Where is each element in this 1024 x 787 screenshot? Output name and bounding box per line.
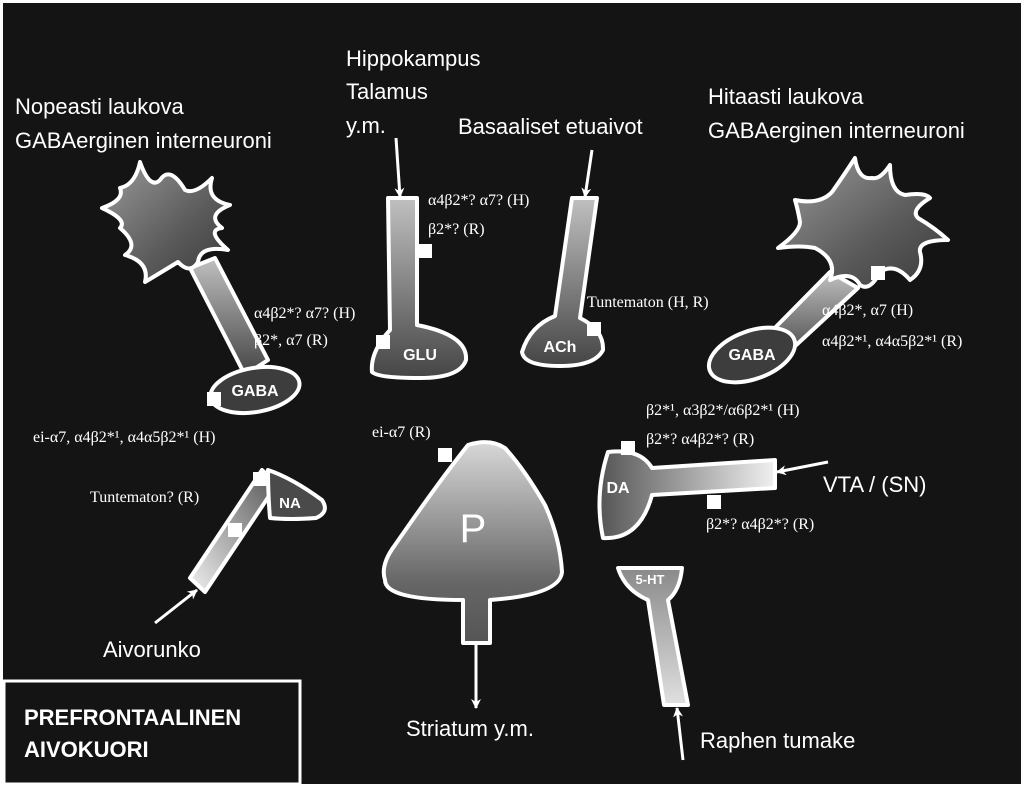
vta-label: VTA / (SN) — [823, 472, 927, 497]
glu-terminal-receptors-line2: β2*? (R) — [428, 221, 485, 238]
brainstem-label: Aivorunko — [103, 637, 201, 662]
slow-gaba-receptors-line2: α4β2*¹, α4α5β2*¹ (R) — [822, 333, 963, 350]
gaba-slow-label: GABA — [728, 347, 776, 364]
receptor-pyramidal — [438, 448, 452, 462]
na-receptors: Tuntematon? (R) — [90, 489, 200, 506]
fast-gaba-title-line1: Nopeasti laukova — [15, 94, 184, 119]
da-top-receptors-line2: β2*? α4β2*? (R) — [646, 431, 755, 448]
receptor-fast-gaba — [207, 392, 221, 406]
gaba-fast-label: GABA — [231, 383, 279, 400]
da-bottom-receptors: β2*? α4β2*? (R) — [706, 516, 815, 533]
slow-gaba-receptors-line1: α4β2*, α7 (H) — [822, 302, 914, 319]
da-label: DA — [606, 480, 630, 497]
ach-receptors: Tuntematon (H, R) — [587, 294, 709, 311]
region-title-line2: AIVOKUORI — [24, 737, 149, 762]
slow-gaba-title-line1: Hitaasti laukova — [708, 84, 864, 109]
region-title-line1: PREFRONTAALINEN — [24, 705, 242, 730]
receptor-na-top — [253, 472, 267, 486]
ach-source-label: Basaaliset etuaivot — [458, 114, 643, 139]
striatum-label: Striatum y.m. — [406, 716, 534, 741]
raphe-label: Raphen tumake — [700, 728, 856, 753]
fast-gaba-receptors: ei-α7, α4β2*¹, α4α5β2*¹ (H) — [33, 429, 216, 446]
da-top-receptors-line1: β2*¹, α3β2*/α6β2*¹ (H) — [646, 402, 800, 419]
glu-label: GLU — [403, 347, 437, 364]
receptor-slow-gaba — [871, 266, 885, 280]
glu-soma-receptors-line2: β2*, α7 (R) — [254, 332, 328, 349]
receptor-ach — [587, 322, 601, 336]
fast-gaba-title-line2: GABAerginen interneuroni — [15, 128, 272, 153]
receptor-da-bottom — [707, 495, 721, 509]
na-label: NA — [279, 495, 301, 512]
glu-soma-receptors-line1: α4β2*? α7? (H) — [254, 305, 356, 322]
ach-label: ACh — [543, 339, 577, 356]
slow-gaba-title-line2: GABAerginen interneuroni — [708, 118, 965, 143]
receptor-na-bottom — [228, 523, 242, 537]
receptor-da-top — [621, 441, 635, 455]
receptor-glu-terminal — [418, 244, 432, 258]
glu-terminal-receptors-line1: α4β2*? α7? (H) — [428, 192, 530, 209]
glu-source-line2: Talamus — [346, 79, 428, 104]
glu-source-line3: y.m. — [346, 113, 386, 138]
p-label: P — [459, 507, 487, 551]
receptor-glu-soma — [376, 335, 390, 349]
region-title-box — [4, 681, 300, 784]
pyramidal-receptors: ei-α7 (R) — [372, 424, 431, 441]
5ht-label: 5-HT — [635, 572, 665, 587]
glu-source-line1: Hippokampus — [346, 46, 481, 71]
